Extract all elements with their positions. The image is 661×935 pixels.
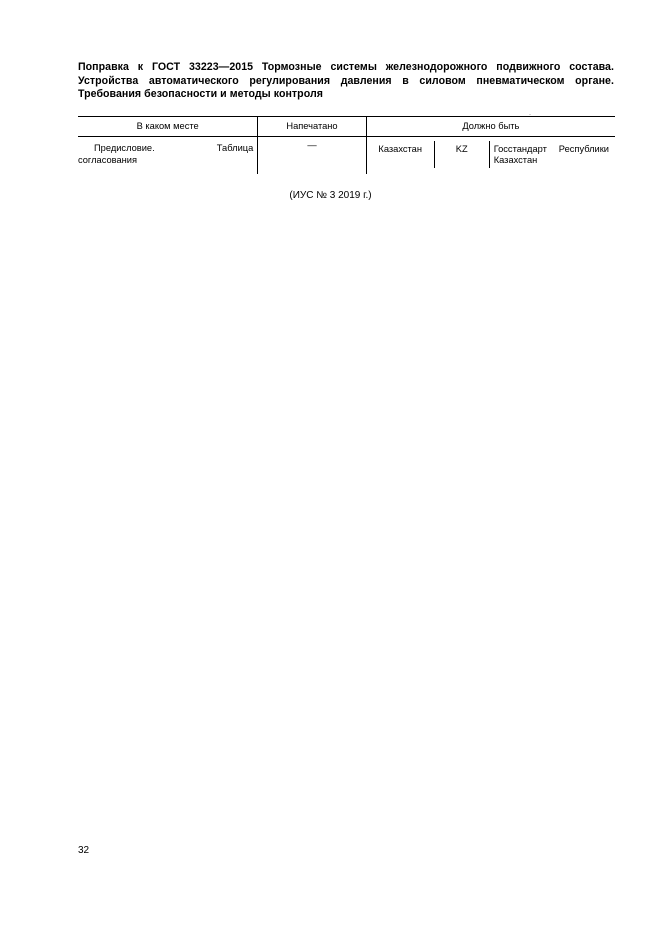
amendment-table — [78, 116, 615, 174]
cell-organization: Госстандарт Республики Казахстан — [493, 144, 609, 165]
page-number: 32 — [78, 845, 90, 856]
column-header-should-be: Должно быть — [366, 117, 615, 137]
cell-country-code: KZ — [434, 141, 490, 168]
amendment-heading: Поправка к ГОСТ 33223—2015 Тормозные системы железнодорожного подвижного состава. Устройства автоматического регулирования давления в силовом пневматическом органе. Требования безопасности и методы контроля — [78, 61, 614, 101]
column-header-where: В каком месте — [78, 117, 258, 137]
table-row — [78, 137, 615, 175]
scan-speck — [529, 114, 531, 115]
table-header-row — [78, 117, 615, 137]
cell-should-be — [366, 137, 615, 175]
ius-reference: (ИУС № 3 2019 г.) — [289, 190, 372, 201]
cell-country: Казахстан — [378, 144, 422, 154]
cell-printed: — — [258, 137, 366, 175]
should-be-inner-table — [367, 141, 615, 168]
column-header-printed: Напечатано — [258, 117, 366, 137]
cell-where — [78, 137, 258, 175]
cell-where-text: Предисловие. Таблица согласования — [78, 143, 254, 165]
